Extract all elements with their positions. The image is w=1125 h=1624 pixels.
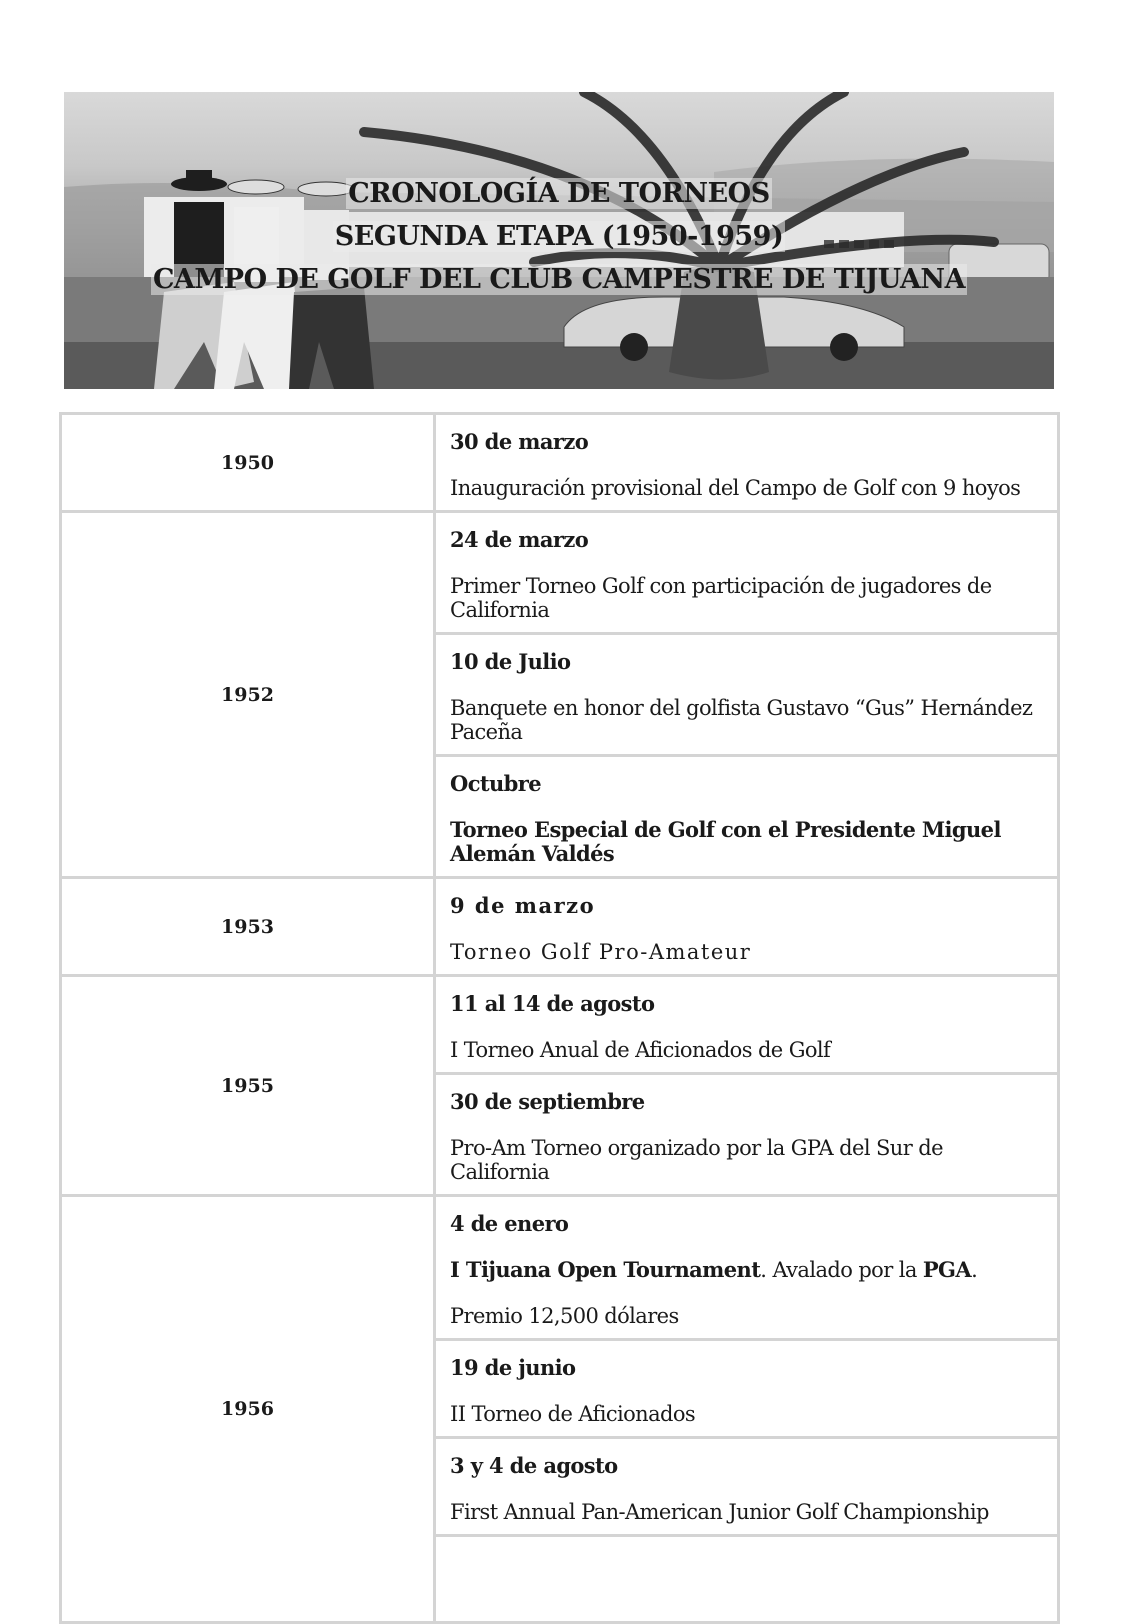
page-title	[64, 172, 1054, 301]
event-cell	[435, 1438, 1059, 1536]
event-date: 11 al 14 de agosto	[450, 991, 655, 1016]
endorsement-text: . Avalado por la	[760, 1258, 923, 1282]
period-text: .	[971, 1258, 978, 1282]
year-cell: 1950	[61, 414, 435, 512]
title-line-3: CAMPO DE GOLF DEL CLUB CAMPESTRE DE TIJUANA	[152, 264, 966, 295]
event-cell	[435, 1536, 1059, 1623]
table-row	[61, 512, 1059, 634]
event-date: 24 de marzo	[450, 527, 589, 552]
year-cell: 1956	[61, 1196, 435, 1623]
header-banner-photo	[64, 92, 1054, 389]
table-row	[61, 878, 1059, 976]
table-row	[61, 414, 1059, 512]
event-cell	[435, 1074, 1059, 1196]
title-line-1: CRONOLOGÍA DE TORNEOS	[348, 178, 770, 209]
event-cell	[435, 976, 1059, 1074]
event-cell	[435, 1196, 1059, 1340]
timeline-table	[59, 412, 1060, 1624]
title-line-2: SEGUNDA ETAPA (1950-1959)	[334, 221, 784, 252]
prize-description: Premio 12,500 dólares	[450, 1304, 679, 1328]
year-cell: 1952	[61, 512, 435, 878]
event-date: 30 de marzo	[450, 429, 589, 454]
event-date: 19 de junio	[450, 1355, 576, 1380]
event-date: 9 de marzo	[450, 893, 596, 918]
year-cell: 1953	[61, 878, 435, 976]
event-description: Torneo Golf Pro-Amateur	[450, 940, 752, 964]
event-description: Primer Torneo Golf con participación de jugadores de California	[450, 574, 992, 622]
event-cell	[435, 878, 1059, 976]
event-date: 4 de enero	[450, 1211, 569, 1236]
event-date: 3 y 4 de agosto	[450, 1453, 618, 1478]
event-description: Banquete en honor del golfista Gustavo “Gus” Hernández Paceña	[450, 696, 1033, 744]
tournament-name: I Tijuana Open Tournament	[450, 1257, 761, 1282]
event-description: I Torneo Anual de Aficionados de Golf	[450, 1038, 831, 1062]
event-description: Torneo Especial de Golf con el Presidente Miguel Alemán Valdés	[450, 817, 1001, 866]
event-cell	[435, 512, 1059, 634]
event-description: Inauguración provisional del Campo de Golf con 9 hoyos	[450, 476, 1021, 500]
event-cell	[435, 1340, 1059, 1438]
event-cell	[435, 414, 1059, 512]
event-date: Octubre	[450, 771, 541, 796]
event-description: First Annual Pan-American Junior Golf Championship	[450, 1500, 989, 1524]
table-row	[61, 976, 1059, 1074]
year-cell: 1955	[61, 976, 435, 1196]
event-date: 30 de septiembre	[450, 1089, 645, 1114]
pga-text: PGA	[922, 1257, 972, 1282]
event-description	[450, 1258, 1045, 1282]
event-description: II Torneo de Aficionados	[450, 1402, 696, 1426]
event-cell	[435, 634, 1059, 756]
event-cell	[435, 756, 1059, 878]
event-date: 10 de Julio	[450, 649, 571, 674]
table-row	[61, 1196, 1059, 1340]
event-description: Pro-Am Torneo organizado por la GPA del Sur de California	[450, 1136, 943, 1184]
